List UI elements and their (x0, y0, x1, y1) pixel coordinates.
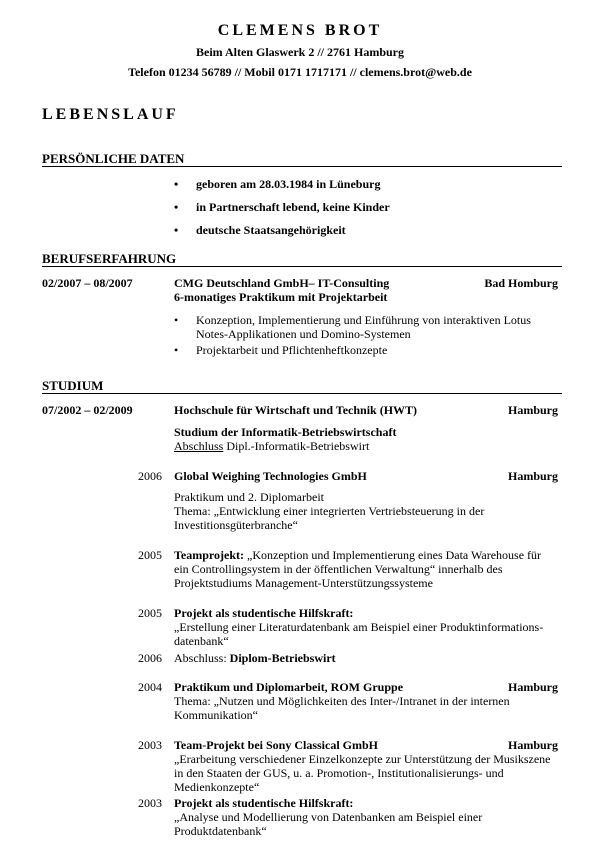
studies-location: Hamburg (507, 403, 558, 417)
experience-company: CMG Deutschland GmbH– IT-Consulting (174, 276, 390, 290)
entry-year: 2006 (138, 651, 162, 665)
entry-year: 2004 (138, 680, 162, 694)
entry-title: Projekt als studentische Hilfskraft: (174, 606, 354, 620)
entry-description: „Erarbeitung verschiedener Einzelkonzepte zur Unterstützung der Musikszene in den Staaten der GUS, u. a. Promotion-, Institutionalisierungs- und Medienkonzepte“ (174, 752, 551, 794)
section-divider (42, 166, 562, 167)
entry-description: „Analyse und Modellierung von Datenbanken am Beispiel einer Produktdatenbank“ (174, 810, 483, 838)
personal-item: • geboren am 28.03.1984 in Lüneburg (174, 177, 558, 191)
entry-location: Hamburg (507, 738, 558, 752)
document-title: LEBENSLAUF (42, 106, 179, 123)
studies-period: 07/2002 – 02/2009 (42, 403, 133, 417)
experience-bullet: • Konzeption, Implementierung und Einführung von interaktiven Lotus Notes-Applikationen und Domino-Systemen (174, 313, 558, 341)
degree-value: Dipl.-Informatik-Betriebswirt (223, 439, 370, 453)
entry-year: 2003 (138, 738, 162, 752)
experience-location: Bad Homburg (484, 276, 558, 290)
experience-subtitle: 6-monatiges Praktikum mit Projektarbeit (174, 290, 388, 304)
applicant-address: Beim Alten Glaswerk 2 // 2761 Hamburg (196, 45, 404, 59)
entry-location: Hamburg (507, 469, 558, 483)
entry-text (174, 651, 558, 665)
entry-location: Hamburg (507, 680, 558, 694)
entry-year: 2006 (138, 469, 162, 483)
section-divider (42, 393, 562, 394)
degree-value: Diplom-Betriebswirt (229, 651, 336, 665)
studies-program: Studium der Informatik-Betriebswirtschaft (174, 425, 397, 439)
entry-description: Thema: „Nutzen und Möglichkeiten des Inter-/Intranet in der internen Kommunikation“ (174, 694, 510, 722)
entry-year: 2003 (138, 796, 162, 810)
section-title-experience: BERUFSERFAHRUNG (42, 251, 177, 266)
entry-text: Thema: „Entwicklung einer integrierten Vertriebsteuerung in der Investitionsgüterbranche“ (174, 504, 485, 532)
degree-label: Abschluss (174, 439, 224, 453)
applicant-contact: Telefon 01234 56789 // Mobil 0171 1717171 // clemens.brot@web.de (128, 65, 472, 79)
entry-text: Praktikum und 2. Diplomarbeit (174, 490, 324, 504)
entry-title: Team-Projekt bei Sony Classical GmbH (174, 738, 379, 752)
applicant-name: CLEMENS BROT (217, 22, 383, 39)
experience-bullet: • Projektarbeit und Pflichtenheftkonzepte (174, 343, 558, 357)
degree-label: Abschluss: (174, 651, 230, 665)
studies-school: Hochschule für Wirtschaft und Technik (HWT) (174, 403, 418, 417)
section-divider (42, 266, 562, 267)
entry-description: „Erstellung einer Literaturdatenbank am Beispiel einer Produktinformations-datenbank“ (174, 620, 544, 648)
personal-details-list (174, 177, 558, 237)
cv-header (0, 22, 600, 79)
entry-title: Global Weighing Technologies GmbH (174, 469, 367, 483)
entry-year: 2005 (138, 606, 162, 620)
entry-description: „Konzeption und Implementierung eines Data Warehouse für ein Controllingsystem in der öffentlichen Verwaltung“ innerhalb des Projektstudiums Management-Unterstützungssysteme (174, 548, 542, 590)
entry-title: Praktikum und Diplomarbeit, ROM Gruppe (174, 680, 404, 694)
experience-bullets (174, 313, 558, 357)
studies-degree (174, 439, 558, 453)
experience-period: 02/2007 – 08/2007 (42, 276, 133, 290)
entry-title: Teamprojekt: (174, 548, 244, 562)
personal-item: • in Partnerschaft lebend, keine Kinder (174, 200, 558, 214)
personal-item: • deutsche Staatsangehörigkeit (174, 223, 558, 237)
entry-title: Projekt als studentische Hilfskraft: (174, 796, 354, 810)
section-title-studies: STUDIUM (42, 378, 104, 393)
entry-text (174, 548, 558, 590)
section-title-personal: PERSÖNLICHE DATEN (42, 151, 185, 166)
entry-year: 2005 (138, 548, 162, 562)
